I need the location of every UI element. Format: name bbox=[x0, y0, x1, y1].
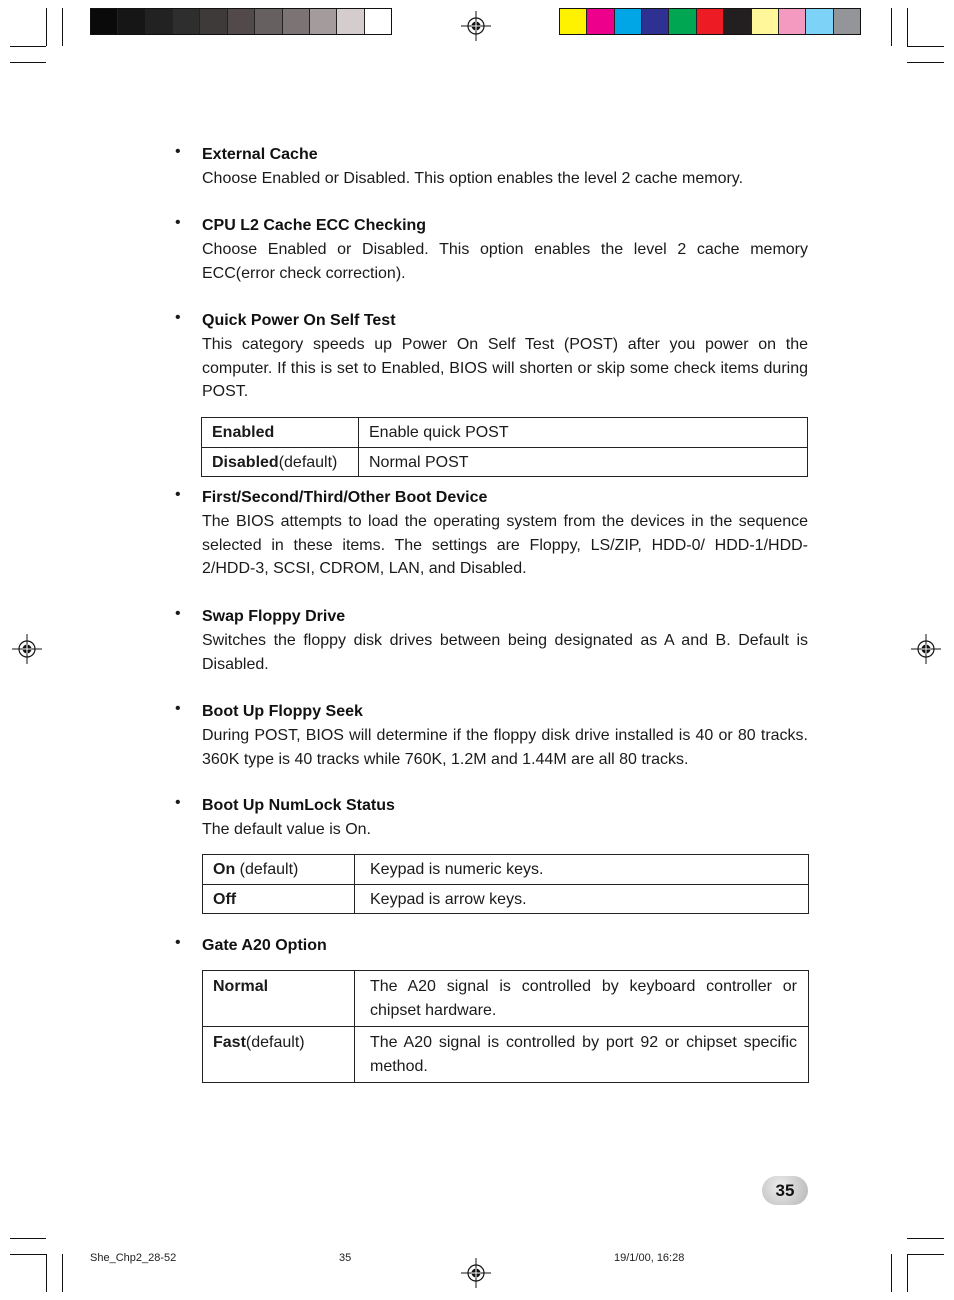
section-title: Boot Up Floppy Seek bbox=[202, 703, 363, 720]
footer-file-name: She_Chp2_28-52 bbox=[90, 1252, 177, 1264]
footer-page: 35 bbox=[339, 1252, 352, 1264]
section-numlock bbox=[175, 794, 808, 842]
footer-datetime: 19/1/00, 16:28 bbox=[614, 1252, 685, 1264]
bullet: • bbox=[175, 486, 181, 503]
option-description: Enable quick POST bbox=[359, 418, 808, 448]
gray-swatch bbox=[364, 9, 391, 34]
option-description: Normal POST bbox=[359, 447, 808, 477]
crop-mark bbox=[907, 1238, 944, 1239]
bullet: • bbox=[175, 605, 181, 622]
option-description: Keypad is numeric keys. bbox=[355, 855, 809, 885]
color-swatch bbox=[696, 9, 723, 34]
bullet: • bbox=[175, 934, 181, 951]
crop-mark bbox=[907, 1254, 944, 1255]
crop-mark bbox=[10, 46, 46, 47]
option-name: On bbox=[213, 861, 236, 878]
crop-mark bbox=[62, 1254, 63, 1292]
bullet: • bbox=[175, 143, 181, 160]
section-description: This category speeds up Power On Self Test (POST) after you power on the computer. If this is set to Enabled, BIOS will shorten or skip some check items during POST. bbox=[202, 336, 808, 400]
option-cell bbox=[203, 884, 355, 914]
section-title: External Cache bbox=[202, 146, 318, 163]
color-swatch bbox=[805, 9, 832, 34]
table-row bbox=[203, 884, 809, 914]
gray-swatch bbox=[309, 9, 336, 34]
gray-swatch bbox=[117, 9, 144, 34]
section-description: Choose Enabled or Disabled. This option enables the level 2 cache memory ECC(error check correction). bbox=[202, 241, 808, 282]
option-cell bbox=[202, 447, 359, 477]
section-description: During POST, BIOS will determine if the floppy disk drive installed is 40 or 80 tracks. 360K type is 40 tracks while 760K, 1.2M and 1.44M are all 80 tracks. bbox=[202, 727, 808, 768]
crop-mark bbox=[10, 62, 46, 63]
option-name: Disabled bbox=[212, 453, 279, 471]
color-swatch bbox=[560, 9, 586, 34]
gray-swatch bbox=[145, 9, 172, 34]
option-suffix: (default) bbox=[278, 453, 338, 471]
gray-swatch bbox=[336, 9, 363, 34]
option-description: Keypad is arrow keys. bbox=[355, 884, 809, 914]
crop-mark bbox=[891, 8, 892, 46]
option-name: Enabled bbox=[212, 424, 275, 441]
registration-mark-icon bbox=[461, 1258, 491, 1288]
crop-mark bbox=[10, 1254, 46, 1255]
option-description: The A20 signal is controlled by keyboard controller or chipset hardware. bbox=[355, 971, 809, 1027]
gray-swatch bbox=[227, 9, 254, 34]
gray-swatch bbox=[254, 9, 281, 34]
option-name: Fast bbox=[213, 1034, 246, 1051]
section-title: Gate A20 Option bbox=[202, 937, 327, 954]
option-name: Normal bbox=[213, 978, 269, 995]
section-quick-post bbox=[175, 309, 808, 404]
crop-mark bbox=[62, 8, 63, 46]
table-row bbox=[203, 855, 809, 885]
bullet: • bbox=[175, 309, 181, 326]
gray-swatch bbox=[172, 9, 199, 34]
color-swatch bbox=[833, 9, 860, 34]
color-swatch bbox=[641, 9, 668, 34]
crop-mark bbox=[907, 1254, 908, 1292]
section-title: Boot Up NumLock Status bbox=[202, 797, 395, 814]
registration-mark-icon bbox=[12, 634, 42, 664]
section-description: The BIOS attempts to load the operating system from the devices in the sequence selected in these items. The settings are Floppy, LS/ZIP, HDD-0/ HDD-1/HDD-2/HDD-3, SCSI, CDROM, LAN, and Disabled. bbox=[202, 513, 808, 577]
section-cpu-l2-ecc bbox=[175, 214, 808, 285]
crop-mark bbox=[907, 8, 908, 46]
section-description: The default value is On. bbox=[202, 821, 371, 838]
section-title: Quick Power On Self Test bbox=[202, 312, 396, 329]
color-swatch bbox=[586, 9, 613, 34]
section-floppy-seek bbox=[175, 700, 808, 771]
color-calibration-bar bbox=[559, 8, 861, 35]
section-swap-floppy bbox=[175, 605, 808, 676]
color-swatch bbox=[723, 9, 750, 34]
section-external-cache bbox=[175, 143, 808, 191]
grayscale-calibration-bar bbox=[90, 8, 392, 35]
section-description: Switches the floppy disk drives between being designated as A and B. Default is Disabled. bbox=[202, 632, 808, 673]
crop-mark bbox=[46, 8, 47, 46]
section-title: First/Second/Third/Other Boot Device bbox=[202, 489, 488, 506]
gray-swatch bbox=[282, 9, 309, 34]
color-swatch bbox=[614, 9, 641, 34]
color-swatch bbox=[778, 9, 805, 34]
bullet: • bbox=[175, 794, 181, 811]
section-title: CPU L2 Cache ECC Checking bbox=[202, 217, 427, 234]
option-cell bbox=[203, 855, 355, 885]
option-description: The A20 signal is controlled by port 92 or chipset specific method. bbox=[355, 1027, 809, 1083]
section-description: Choose Enabled or Disabled. This option enables the level 2 cache memory. bbox=[202, 170, 744, 187]
numlock-options-table bbox=[202, 854, 809, 914]
table-row bbox=[203, 971, 809, 1027]
registration-mark-icon bbox=[461, 11, 491, 41]
crop-mark bbox=[907, 62, 944, 63]
option-name: Off bbox=[213, 890, 237, 908]
gate-a20-options-table bbox=[202, 970, 809, 1083]
option-cell bbox=[203, 971, 355, 1027]
table-row bbox=[202, 447, 808, 477]
table-row bbox=[203, 1027, 809, 1083]
bullet: • bbox=[175, 214, 181, 231]
option-cell bbox=[202, 418, 359, 448]
option-suffix: (default) bbox=[245, 1034, 305, 1051]
section-title: Swap Floppy Drive bbox=[202, 608, 346, 625]
crop-mark bbox=[891, 1254, 892, 1292]
section-gate-a20 bbox=[175, 934, 808, 958]
quick-post-options-table bbox=[201, 417, 808, 477]
option-cell bbox=[203, 1027, 355, 1083]
color-swatch bbox=[751, 9, 778, 34]
crop-mark bbox=[907, 46, 944, 47]
crop-mark bbox=[46, 1254, 47, 1292]
bullet: • bbox=[175, 700, 181, 717]
registration-mark-icon bbox=[911, 634, 941, 664]
crop-mark bbox=[10, 1238, 46, 1239]
option-suffix: (default) bbox=[235, 861, 299, 878]
table-row bbox=[202, 418, 808, 448]
color-swatch bbox=[668, 9, 695, 34]
page-number-badge: 35 bbox=[762, 1176, 808, 1205]
section-boot-device bbox=[175, 486, 808, 581]
gray-swatch bbox=[91, 9, 117, 34]
gray-swatch bbox=[199, 9, 226, 34]
